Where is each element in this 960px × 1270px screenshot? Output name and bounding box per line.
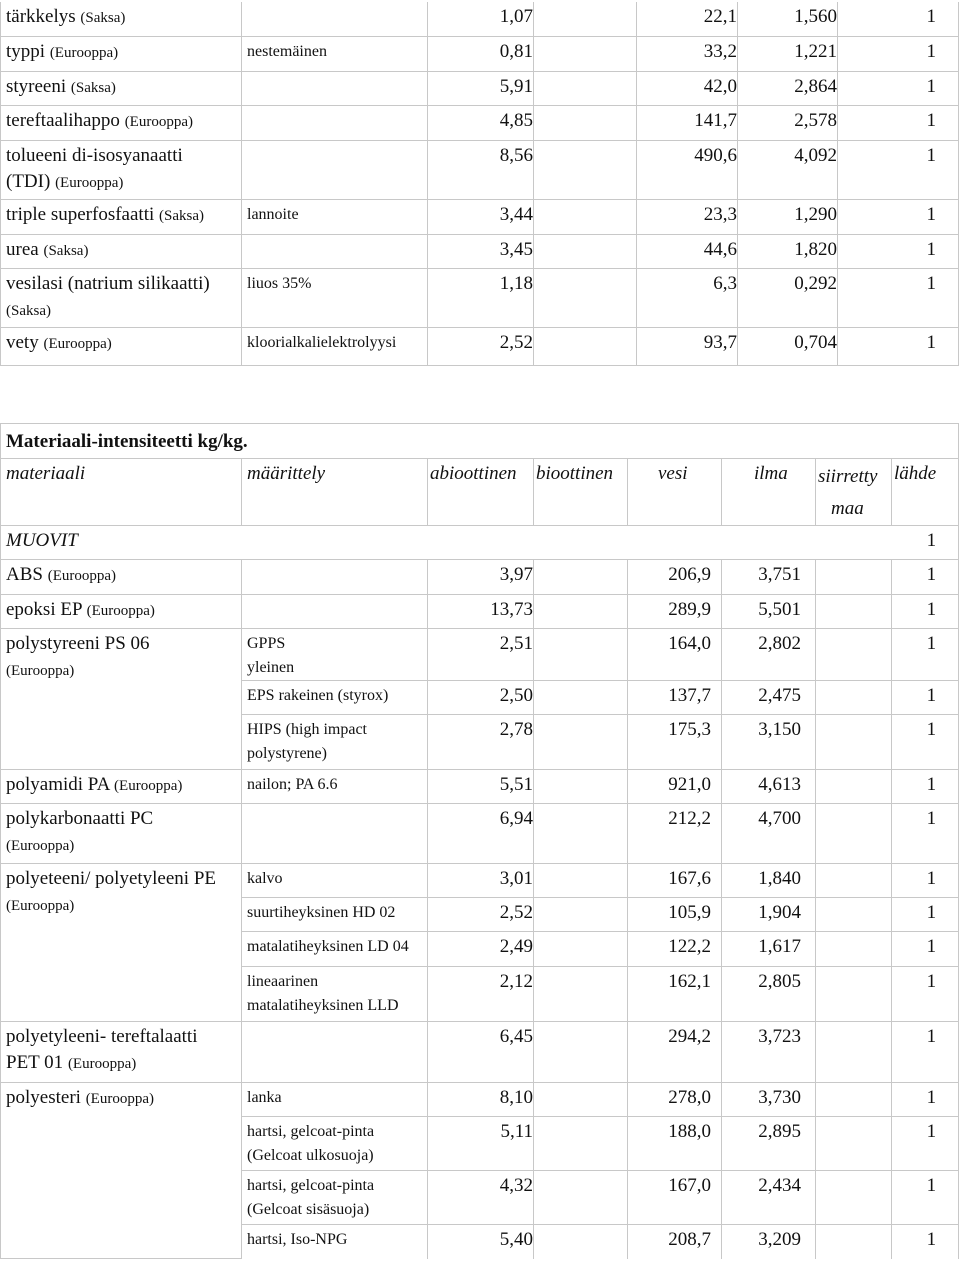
air-value: 1,290 [794,203,837,225]
air-value: 4,700 [758,808,801,829]
water-value: 208,7 [668,1229,711,1250]
spec-cell [242,106,427,109]
table-row: tolueeni di-isosyanaatti (TDI) (Eurooppa) 8,56 490,6 4,092 1 [1,140,959,199]
air-value: 1,560 [794,6,837,27]
water-value: 44,6 [703,238,737,260]
source-value: 1 [926,971,937,992]
air-value: 3,209 [758,1229,801,1250]
source-value: 1 [926,633,937,654]
abiotic-value: 5,91 [499,75,533,97]
spec-cell [242,235,427,238]
source-value: 1 [926,685,937,706]
header-row [1,459,959,526]
spec-cell [242,72,427,75]
table-row: polyesteri (Eurooppa) lanka 8,10 278,0 3,730 1 [1,1083,959,1117]
water-value: 105,9 [668,902,711,923]
water-value: 93,7 [703,331,737,353]
water-value: 22,1 [703,6,737,27]
table-row: hartsi, gelcoat-pinta (Gelcoat sisäsuoja) 4,32 167,0 2,434 1 [1,1171,959,1225]
air-value: 3,730 [758,1087,801,1108]
air-value: 1,904 [758,902,801,923]
source-value: 1 [926,203,936,225]
water-value: 490,6 [694,144,737,166]
source-value: 1 [926,272,936,294]
material-cell: tärkkelys (Saksa) [6,6,126,27]
header-maarittely: määrittely [247,463,326,484]
source-value: 1 [926,719,937,740]
air-value: 3,723 [758,1026,801,1047]
table-row: typpi (Eurooppa) nestemäinen 0,81 33,2 1,221 1 [1,36,959,71]
header-vesi: vesi [658,463,688,484]
air-value: 1,840 [758,868,801,889]
section-row [1,526,959,560]
spec-cell [242,141,427,144]
spec-cell: kloorialkalielektrolyysi [247,333,397,351]
table-row: polyetyleeni- tereftalaatti PET 01 (Eurooppa) 6,45 294,2 3,723 1 [1,1022,959,1083]
abiotic-value: 5,11 [500,1121,533,1142]
source-value: 1 [926,1175,937,1196]
table-row: ABS (Eurooppa) 3,97 206,9 3,751 1 [1,560,959,595]
water-value: 167,0 [668,1175,711,1196]
water-value: 162,1 [668,971,711,992]
air-value: 2,578 [794,109,837,131]
table-row: triple superfosfaatti (Saksa) lannoite 3,44 23,3 1,290 1 [1,199,959,234]
water-value: 212,2 [668,808,711,829]
air-value: 2,434 [758,1175,801,1196]
table-row: hartsi, Iso-NPG 5,40 208,7 3,209 1 [1,1225,959,1259]
abiotic-value: 2,78 [499,719,533,740]
header-materiaali: materiaali [6,463,86,484]
air-value: 0,704 [794,331,837,353]
header-siirretty-maa: siirretty maa [818,466,878,519]
abiotic-value: 3,45 [499,238,533,260]
table-row: matalatiheyksinen LD 04 2,49 122,2 1,617 1 [1,932,959,967]
water-value: 33,2 [703,40,737,62]
table-row: vesilasi (natrium silikaatti) (Saksa) liuos 35% 1,18 6,3 0,292 1 [1,268,959,327]
table-row: hartsi, gelcoat-pinta (Gelcoat ulkosuoja) 5,11 188,0 2,895 1 [1,1117,959,1171]
water-value: 167,6 [668,868,711,889]
source-value: 1 [926,599,937,620]
abiotic-value: 1,18 [499,272,533,294]
air-value: 0,292 [794,272,837,294]
table-caption: Materiaali-intensiteetti kg/kg. [6,431,248,452]
abiotic-value: 2,52 [499,902,533,923]
abiotic-value: 3,01 [499,868,533,889]
table-row: polykarbonaatti PC (Eurooppa) 6,94 212,2 4,700 1 [1,804,959,864]
abiotic-value: 5,40 [499,1229,533,1250]
air-value: 2,895 [758,1121,801,1142]
air-value: 1,617 [758,936,801,957]
header-bioottinen: bioottinen [536,463,614,484]
abiotic-value: 5,51 [499,774,533,795]
source-value: 1 [926,331,936,353]
water-value: 164,0 [668,633,711,654]
table-row: polystyreeni PS 06 (Eurooppa) GPPS yleinen 2,51 164,0 2,802 1 [1,629,959,681]
source-value: 1 [926,1229,937,1250]
source-value: 1 [926,109,936,131]
source-value: 1 [926,936,937,957]
header-abioottinen: abioottinen [430,463,517,484]
table-row [1,2,959,36]
abiotic-value: 4,32 [499,1175,533,1196]
source-value: 1 [926,1026,937,1047]
source-value: 1 [926,40,936,62]
table-row: tereftaalihappo (Eurooppa) 4,85 141,7 2,578 1 [1,105,959,140]
air-value: 1,221 [794,40,837,62]
source-value: 1 [926,564,937,585]
source-value: 1 [926,1087,937,1108]
air-value: 4,613 [758,774,801,795]
water-value: 137,7 [668,685,711,706]
header-lahde: lähde [894,463,937,484]
spec-cell: nestemäinen [247,42,327,60]
source-value: 1 [926,144,936,166]
abiotic-value: 3,44 [499,203,533,225]
abiotic-value: 2,52 [499,331,533,353]
water-value: 188,0 [668,1121,711,1142]
source-value: 1 [926,6,936,27]
abiotic-value: 8,10 [499,1087,533,1108]
abiotic-value: 2,12 [499,971,533,992]
water-value: 175,3 [668,719,711,740]
spec-cell [242,2,427,5]
air-value: 5,501 [758,599,801,620]
header-ilma: ilma [754,463,788,484]
water-value: 289,9 [668,599,711,620]
source-value: 1 [926,868,937,889]
abiotic-value: 6,94 [499,808,533,829]
table-row: vety (Eurooppa) kloorialkalielektrolyysi 2,52 93,7 0,704 1 [1,327,959,365]
table-row: EPS rakeinen (styrox) 2,50 137,7 2,475 1 [1,681,959,715]
spec-cell: liuos 35% [247,274,312,292]
water-value: 294,2 [668,1026,711,1047]
abiotic-value: 6,45 [499,1026,533,1047]
water-value: 6,3 [713,272,737,294]
abiotic-value: 8,56 [499,144,533,166]
air-value: 2,864 [794,75,837,97]
water-value: 206,9 [668,564,711,585]
source-value: 1 [926,238,936,260]
air-value: 3,150 [758,719,801,740]
abiotic-value: 2,51 [499,633,533,654]
water-value: 141,7 [694,109,737,131]
abiotic-value: 13,73 [490,599,533,620]
source-value: 1 [926,75,936,97]
table-row: HIPS (high impact polystyrene) 2,78 175,3 3,150 1 [1,715,959,770]
source-value: 1 [926,530,937,551]
table-row: polyeteeni/ polyetyleeni PE (Eurooppa) kalvo 3,01 167,6 1,840 1 [1,864,959,898]
caption-row [1,424,959,459]
table-row: styreeni (Saksa) 5,91 42,0 2,864 1 [1,71,959,105]
air-value: 2,802 [758,633,801,654]
table-row: polyamidi PA (Eurooppa) nailon; PA 6.6 5,51 921,0 4,613 1 [1,770,959,804]
source-value: 1 [926,1121,937,1142]
water-value: 921,0 [668,774,711,795]
abiotic-value: 0,81 [499,40,533,62]
abiotic-value: 4,85 [499,109,533,131]
source-value: 1 [926,902,937,923]
abiotic-value: 3,97 [499,564,533,585]
source-value: 1 [926,774,937,795]
water-value: 42,0 [703,75,737,97]
table-row: urea (Saksa) 3,45 44,6 1,820 1 [1,234,959,268]
source-value: 1 [926,808,937,829]
abiotic-value: 2,49 [499,936,533,957]
water-value: 122,2 [668,936,711,957]
air-value: 3,751 [758,564,801,585]
table-row: suurtiheyksinen HD 02 2,52 105,9 1,904 1 [1,898,959,932]
water-value: 23,3 [703,203,737,225]
table-row: epoksi EP (Eurooppa) 13,73 289,9 5,501 1 [1,595,959,629]
air-value: 1,820 [794,238,837,260]
air-value: 4,092 [794,144,837,166]
abiotic-value: 2,50 [499,685,533,706]
air-value: 2,805 [758,971,801,992]
table-row: lineaarinen matalatiheyksinen LLD 2,12 162,1 2,805 1 [1,967,959,1022]
top-table [0,2,959,366]
material-intensity-table [0,423,959,1259]
section-label-muovit: MUOVIT [6,530,78,551]
spec-cell: lannoite [247,205,299,223]
air-value: 2,475 [758,685,801,706]
water-value: 278,0 [668,1087,711,1108]
abiotic-value: 1,07 [499,6,533,27]
